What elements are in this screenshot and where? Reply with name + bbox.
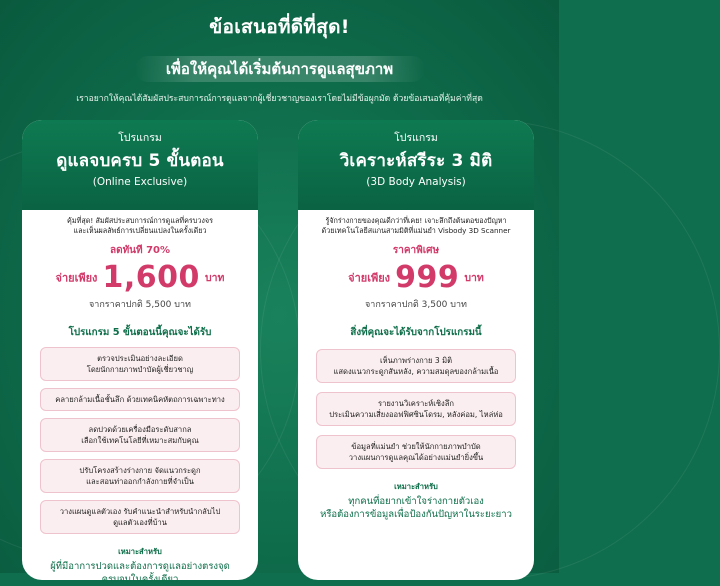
card-kicker: โปรแกรม — [118, 132, 162, 144]
suitable-line: หรือต้องการข้อมูลเพื่อป้องกันปัญหาในระยะยาว — [320, 509, 512, 520]
suitable-for-text — [298, 495, 534, 521]
suitable-for-text — [22, 560, 258, 586]
suitable-line: ผู้ที่มีอาการปวดและต้องการดูแลอย่างตรงจุด — [50, 561, 230, 572]
price-unit: บาท — [464, 272, 484, 284]
price-value: 999 — [395, 260, 460, 295]
price-value: 1,600 — [102, 260, 200, 295]
benefit-item — [316, 392, 516, 426]
description-line: และเห็นผลลัพธ์การเปลี่ยนแปลงในครั้งเดียว — [73, 226, 207, 235]
card-title: วิเคราะห์สรีระ 3 มิติ — [339, 151, 493, 171]
benefit-line: และสอนท่าออกกำลังกายที่จำเป็น — [86, 477, 194, 486]
benefit-line: รายงานวิเคราะห์เชิงลึก — [377, 399, 455, 408]
price-line — [298, 260, 534, 295]
intro-text: เราอยากให้คุณได้สัมผัสประสบการณ์การดูแลจากผู้เชี่ยวชาญของเราโดยไม่มีข้อผูกมัด ด้วยข้อเสนอที่คุ้มค่าที่สุด — [76, 94, 483, 104]
card-title: ดูแลจบครบ 5 ขั้นตอน — [56, 151, 224, 171]
page-subtitle: เพื่อให้คุณได้เริ่มต้นการดูแลสุขภาพ — [135, 56, 425, 82]
description-line: คุ้มที่สุด! สัมผัสประสบการณ์การดูแลที่ครบวงจร — [67, 216, 213, 225]
benefit-item — [316, 435, 516, 469]
card-subtitle: (Online Exclusive) — [92, 176, 188, 188]
benefit-line: วางแผนดูแลตัวเอง รับคำแนะนำสำหรับนำกลับไป — [59, 507, 221, 516]
benefit-item — [40, 459, 240, 493]
benefit-line: เห็นภาพร่างกาย 3 มิติ — [379, 356, 453, 365]
benefit-line: เลือกใช้เทคโนโลยีที่เหมาะสมกับคุณ — [81, 436, 199, 445]
suitable-line: ทุกคนที่อยากเข้าใจร่างกายตัวเอง — [348, 496, 484, 507]
card-description — [22, 210, 258, 236]
suitable-line: ครบจบในครั้งเดียว — [101, 574, 179, 585]
benefit-line: ตรวจประเมินอย่างละเอียด — [97, 354, 183, 363]
benefit-line: ลดปวดด้วยเครื่องมือระดับสากล — [88, 425, 192, 434]
price-prefix: จ่ายเพียง — [348, 271, 391, 285]
benefit-line: ดูแลตัวเองที่บ้าน — [113, 518, 167, 527]
benefit-line: วางแผนการดูแลคุณได้อย่างแม่นยำยิ่งขึ้น — [348, 453, 484, 462]
benefit-item — [40, 388, 240, 411]
section-title: โปรแกรม 5 ขั้นตอนนี้คุณจะได้รับ — [68, 327, 212, 338]
price-unit: บาท — [205, 272, 225, 284]
card-header — [298, 120, 534, 210]
suitable-for-label: เหมาะสำหรับ — [118, 547, 162, 556]
normal-price: จากราคาปกติ 3,500 บาท — [365, 300, 467, 310]
discount-tag: ลดทันที 70% — [109, 245, 171, 256]
price-prefix: จ่ายเพียง — [55, 271, 98, 285]
description-line: รู้จักร่างกายของคุณดีกว่าที่เคย! เจาะลึกถึงต้นตอของปัญหา — [325, 216, 507, 225]
card-header — [22, 120, 258, 210]
benefit-item — [316, 349, 516, 383]
normal-price: จากราคาปกติ 5,500 บาท — [89, 300, 191, 310]
card-subtitle: (3D Body Analysis) — [366, 176, 466, 188]
card-kicker: โปรแกรม — [394, 132, 438, 144]
card-description — [298, 210, 534, 236]
program-card-5-steps[interactable] — [22, 120, 258, 585]
page-title: ข้อเสนอที่ดีที่สุด! — [209, 16, 350, 38]
benefit-line: ปรับโครงสร้างร่างกาย จัดแนวกระดูก — [79, 466, 201, 475]
benefit-item — [40, 347, 240, 381]
benefit-line: ประเมินความเสี่ยงออฟฟิศซินโดรม, หลังค่อม, ไหล่ห่อ — [329, 410, 503, 419]
benefit-line: ข้อมูลที่แม่นยำ ช่วยให้นักกายภาพบำบัด — [351, 442, 481, 451]
suitable-for-label: เหมาะสำหรับ — [394, 482, 438, 491]
program-card-3d-analysis[interactable] — [298, 120, 534, 580]
benefit-line: โดยนักกายภาพบำบัดผู้เชี่ยวชาญ — [86, 365, 194, 374]
benefit-line: คลายกล้ามเนื้อชั้นลึก ด้วยเทคนิคหัตถการเฉพาะทาง — [55, 395, 225, 404]
description-line: ด้วยเทคโนโลยีสแกนสามมิติที่แม่นยำ Visbody 3D Scanner — [321, 226, 511, 235]
benefit-line: แสดงแนวกระดูกสันหลัง, ความสมดุลของกล้ามเนื้อ — [333, 367, 499, 376]
header — [0, 0, 559, 105]
price-line — [22, 260, 258, 295]
section-title: สิ่งที่คุณจะได้รับจากโปรแกรมนี้ — [350, 327, 482, 338]
benefit-item — [40, 500, 240, 534]
special-price-tag: ราคาพิเศษ — [392, 245, 440, 256]
benefit-item — [40, 418, 240, 452]
